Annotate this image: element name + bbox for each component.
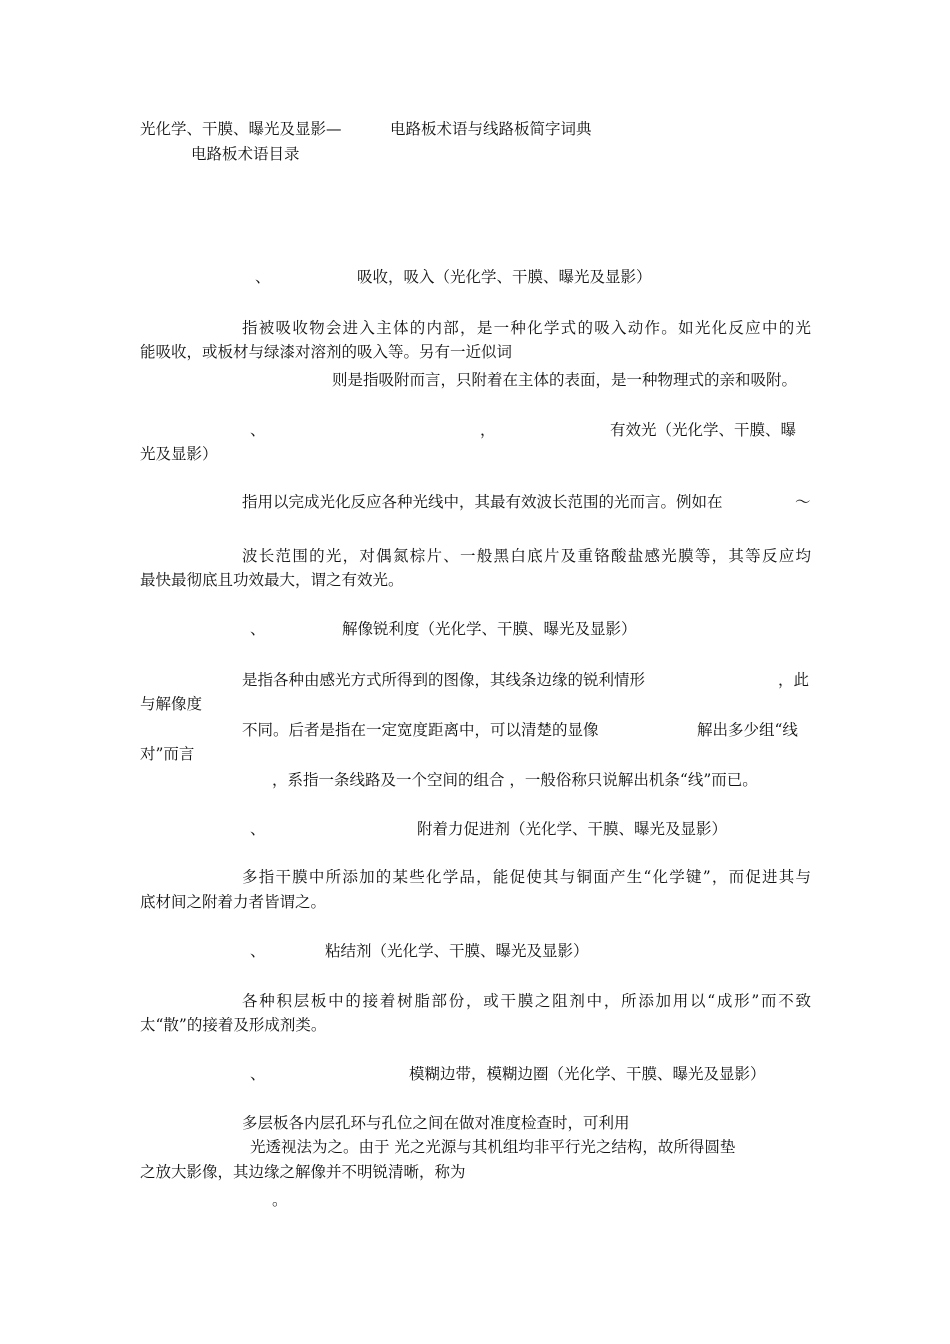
entry-body-line: 各种积层板中的接着树脂部份，或干膜之阻剂中，所添加用以“成形”而不致 <box>242 992 811 1010</box>
entry-heading: 解像锐利度（光化学、干膜、曝光及显影） <box>342 620 637 638</box>
entry-heading: 模糊边带，模糊边圈（光化学、干膜、曝光及显影） <box>409 1065 766 1083</box>
entry-body-line: 是指各种由感光方式所得到的图像，其线条边缘的锐利情形 <box>242 671 646 689</box>
entry-body-line: 解出多少组“线 <box>697 721 798 739</box>
entry-body-line: 指用以完成光化反应各种光线中，其最有效波长范围的光而言。例如在 <box>242 493 723 511</box>
entry-body-line: ，此 <box>778 671 810 689</box>
entry-mark: 、 <box>250 421 266 439</box>
entry-body-line: 多指干膜中所添加的某些化学品，能促使其与铜面产生“化学键”，而促进其与 <box>242 868 811 886</box>
entry-mark: 、 <box>255 268 271 286</box>
entry-body-line: 波长范围的光，对偶氮棕片、一般黑白底片及重铬酸盐感光膜等，其等反应均 <box>242 547 811 565</box>
entry-body-line: 最快最彻底且功效最大，谓之有效光。 <box>140 571 404 589</box>
entry-body-line: 多层板各内层孔环与孔位之间在做对准度检查时，可利用 <box>242 1114 630 1132</box>
entry-body-line: 光透视法为之。由于 光之光源与其机组均非平行光之结构，故所得圆垫 <box>250 1138 736 1156</box>
entry-heading: 附着力促进剂（光化学、干膜、曝光及显影） <box>417 820 728 838</box>
entry-body-line: 太“散”的接着及形成剂类。 <box>140 1016 327 1034</box>
entry-body-line: 。 <box>272 1191 288 1209</box>
doc-subtitle: 电路板术语目录 <box>191 145 300 163</box>
doc-title-right: 电路板术语与线路板简字词典 <box>390 120 592 138</box>
entry-mark: 、 <box>250 942 266 960</box>
entry-mark: 、 <box>250 620 266 638</box>
entry-body-line: 则是指吸附而言，只附着在主体的表面，是一种物理式的亲和吸附。 <box>332 371 798 389</box>
entry-body-line: 不同。后者是指在一定宽度距离中，可以清楚的显像 <box>242 721 599 739</box>
entry-body-line: ～ <box>795 493 811 511</box>
entry-mark: 、 <box>250 1065 266 1083</box>
entry-body-line: 底材间之附着力者皆谓之。 <box>140 893 327 911</box>
entry-body-line: 能吸收，或板材与绿漆对溶剂的吸入等。另有一近似词 <box>140 343 513 361</box>
entry-mark: 、 <box>250 820 266 838</box>
entry-heading: 有效光（光化学、干膜、曝 <box>610 421 797 439</box>
doc-title-left: 光化学、干膜、曝光及显影— <box>140 120 342 138</box>
entry-heading: 吸收，吸入（光化学、干膜、曝光及显影） <box>357 268 652 286</box>
entry-body-line: 指被吸收物会进入主体的内部，是一种化学式的吸入动作。如光化反应中的光 <box>242 319 811 337</box>
entry-body-line: 对”而言 <box>140 745 195 763</box>
entry-heading-cont: 光及显影） <box>140 445 218 463</box>
entry-comma: ， <box>480 421 496 439</box>
entry-body-line: 之放大影像，其边缘之解像并不明锐清晰，称为 <box>140 1163 466 1181</box>
entry-body-line: ，系指一条线路及一个空间的组合 ，一般俗称只说解出机条“线”而已。 <box>272 771 758 789</box>
entry-heading: 粘结剂（光化学、干膜、曝光及显影） <box>325 942 589 960</box>
entry-body-line: 与解像度 <box>140 695 203 713</box>
